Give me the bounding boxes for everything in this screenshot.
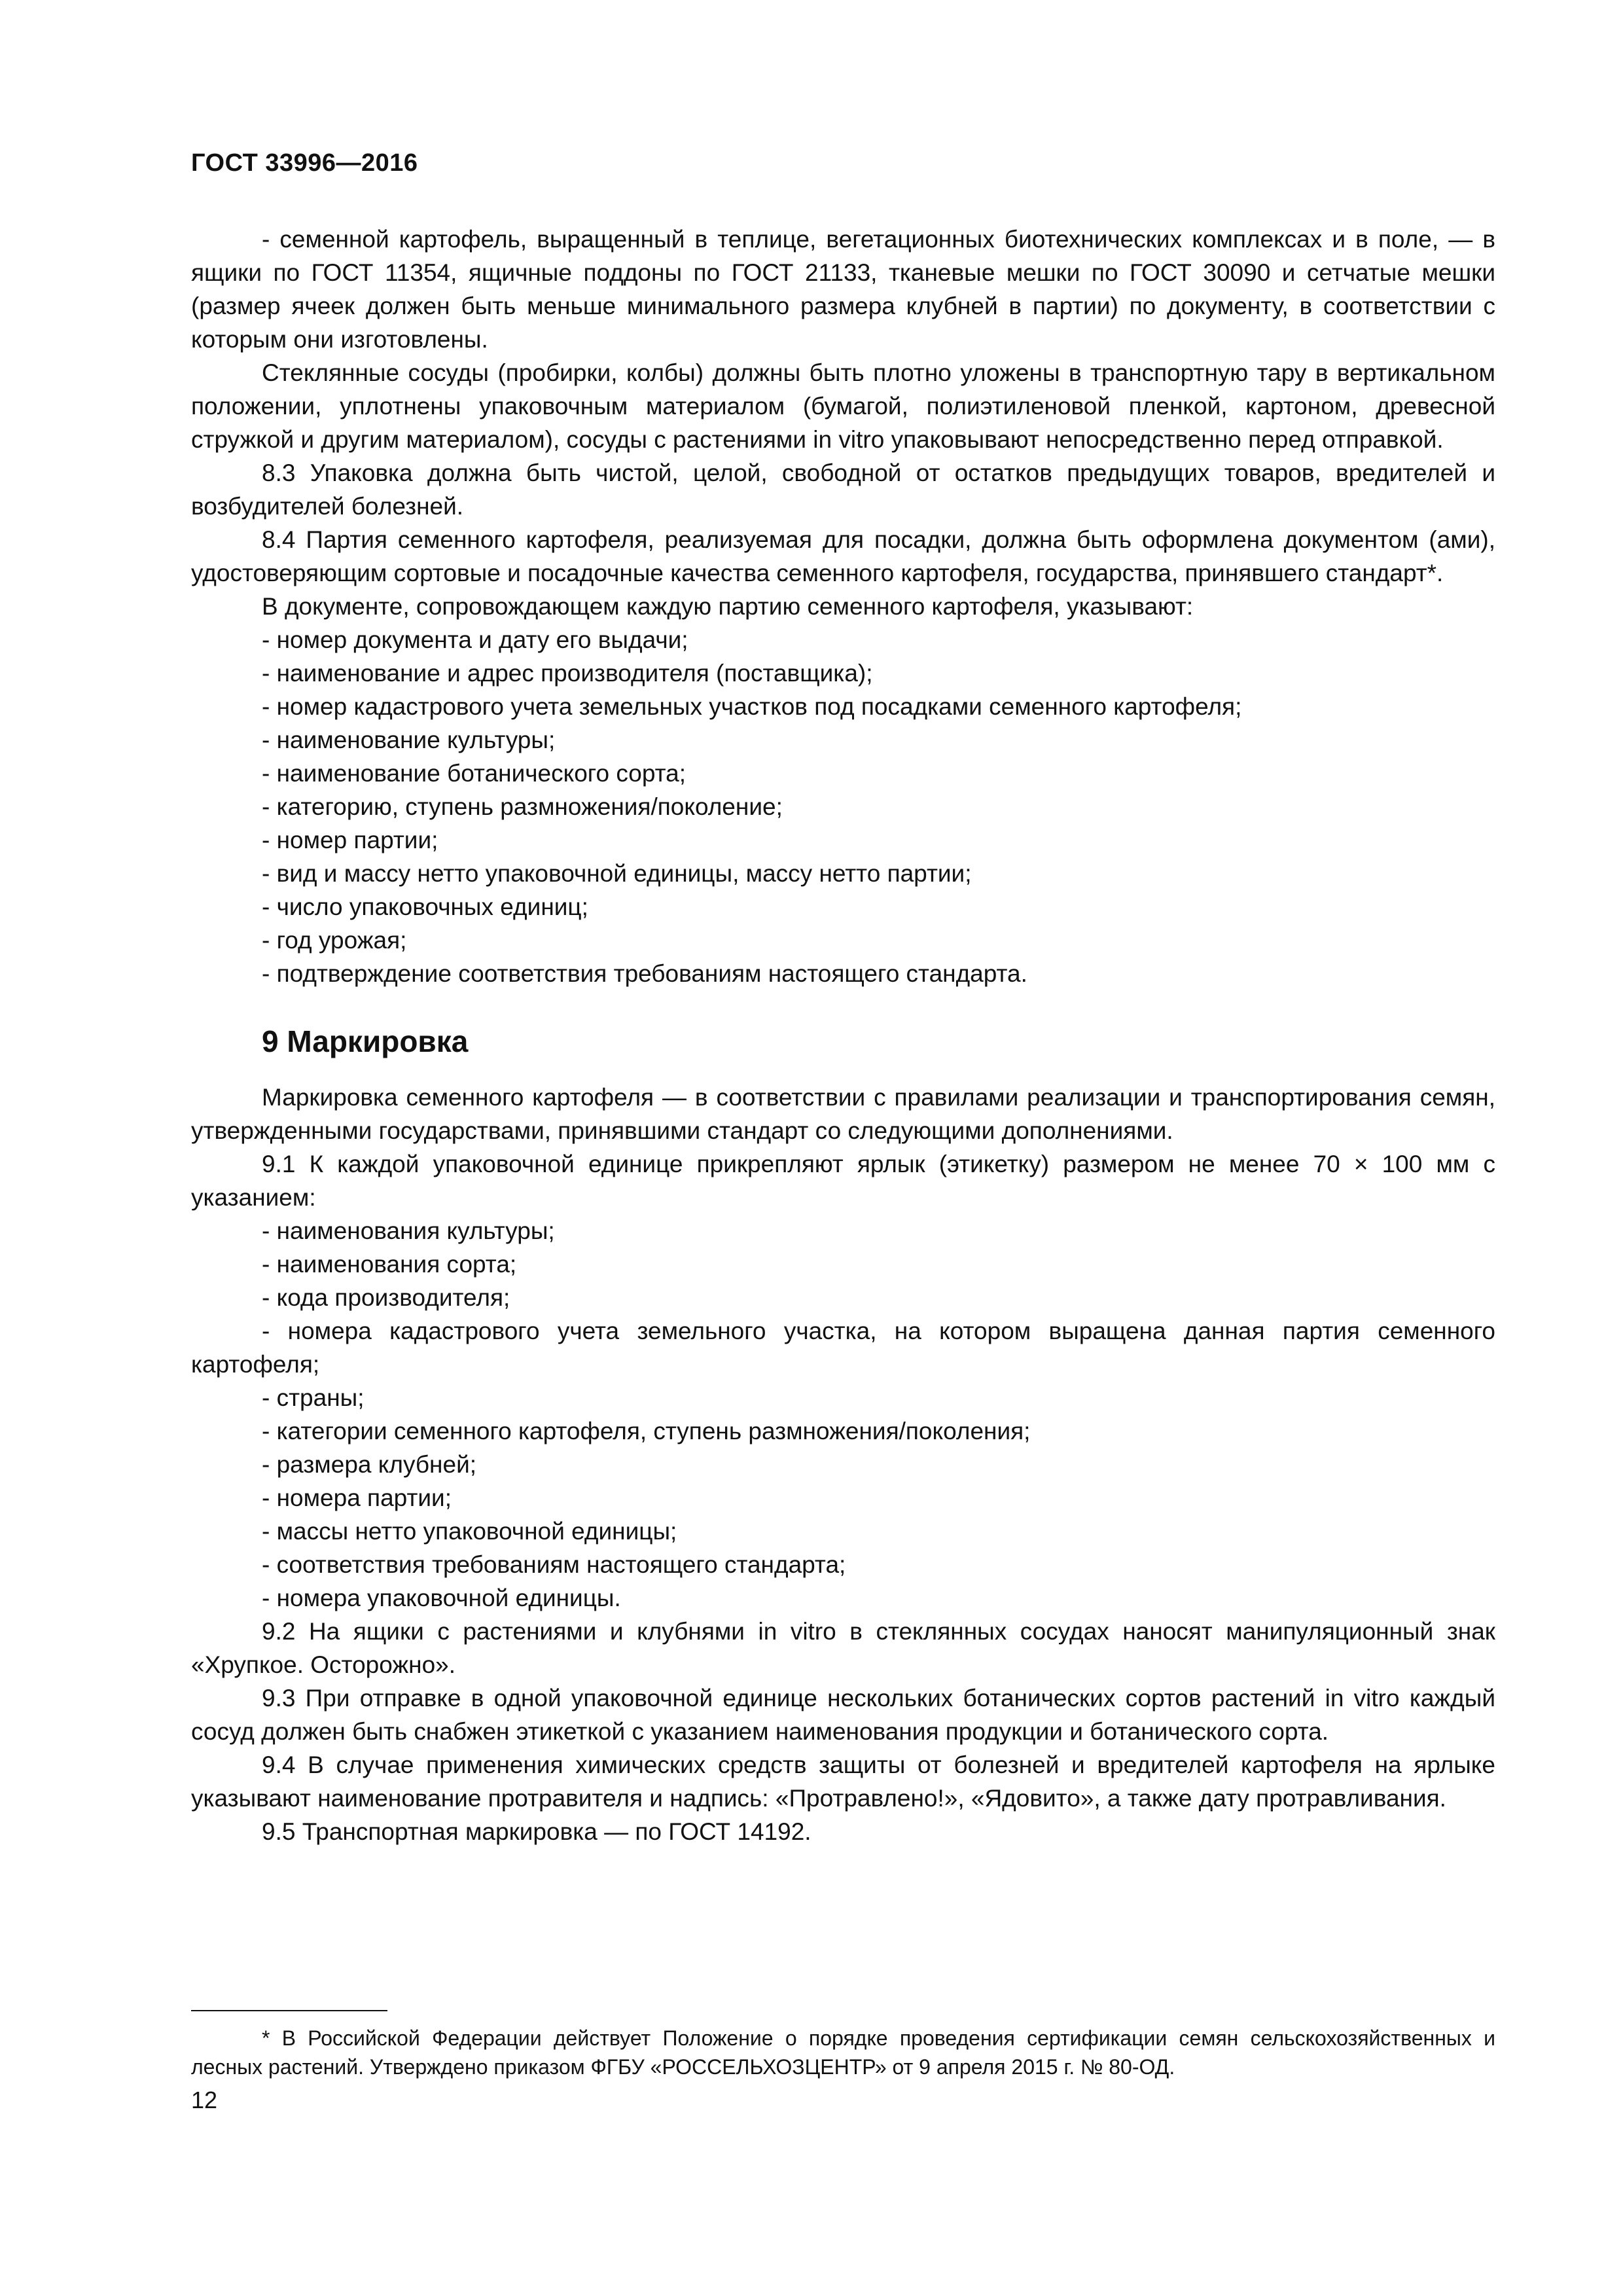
list-item: - год урожая; bbox=[262, 927, 407, 954]
list-item: - номер документа и дату его выдачи; bbox=[262, 626, 688, 653]
paragraph-8-3: 8.3 Упаковка должна быть чистой, целой, свободной от остатков предыдущих товаров, вредителей и возбудителей болезней. bbox=[191, 459, 1495, 520]
list-item: - число упаковочных единиц; bbox=[262, 893, 588, 920]
list-item: - подтверждение соответствия требованиям настоящего стандарта. bbox=[262, 960, 1027, 987]
paragraph-9-3: 9.3 При отправке в одной упаковочной единице нескольких ботанических сортов растений in vitro каждый сосуд должен быть снабжен этикеткой с указанием наименования продукции и ботанического сорта. bbox=[191, 1685, 1495, 1745]
list-item: - страны; bbox=[262, 1384, 365, 1411]
list-item: - соответствия требованиям настоящего стандарта; bbox=[262, 1551, 846, 1578]
paragraph-9-5: 9.5 Транспортная маркировка — по ГОСТ 14192. bbox=[262, 1818, 812, 1845]
list-item: - категорию, ступень размножения/поколение; bbox=[262, 793, 783, 820]
list-item: - наименование культуры; bbox=[262, 726, 556, 753]
list-item: - номера партии; bbox=[262, 1484, 452, 1511]
paragraph-9-2: 9.2 На ящики с растениями и клубнями in vitro в стеклянных сосудах наносят манипуляционный знак «Хрупкое. Осторожно». bbox=[191, 1618, 1495, 1678]
list-item: - номера упаковочной единицы. bbox=[262, 1585, 621, 1611]
list-item: - размера клубней; bbox=[262, 1451, 477, 1478]
list-item: - вид и массу нетто упаковочной единицы, массу нетто партии; bbox=[262, 860, 972, 887]
paragraph-8-4: 8.4 Партия семенного картофеля, реализуемая для посадки, должна быть оформлена документом (ами), удостоверяющим сортовые и посадочные качества семенного картофеля, государства, принявшего стандарт*. bbox=[191, 526, 1495, 586]
document-body bbox=[191, 223, 1495, 1848]
list-item: - массы нетто упаковочной единицы; bbox=[262, 1518, 677, 1545]
document-header: ГОСТ 33996—2016 bbox=[191, 149, 418, 177]
list-item: - кода производителя; bbox=[262, 1284, 510, 1311]
paragraph-9-4: 9.4 В случае применения химических средств защиты от болезней и вредителей картофеля на ярлыке указывают наименование протравителя и надпись: «Протравлено!», «Ядовито», а также дату протравливания. bbox=[191, 1751, 1495, 1812]
section-title-marking: 9 Маркировка bbox=[262, 1024, 469, 1058]
page-number: 12 bbox=[191, 2087, 218, 2113]
list-item: - наименования сорта; bbox=[262, 1251, 517, 1278]
paragraph-document-intro: В документе, сопровождающем каждую партию семенного картофеля, указывают: bbox=[262, 593, 1194, 620]
list-item: - категории семенного картофеля, ступень размножения/поколения; bbox=[262, 1418, 1031, 1444]
paragraph-seed-potato-packing: - семенной картофель, выращенный в теплице, вегетационных биотехнических комплексах и в поле, — в ящики по ГОСТ 11354, ящичные поддоны по ГОСТ 21133, тканевые мешки по ГОСТ 30090 и сетчатые мешки (размер ячеек должен быть меньше минимального размера клубней в партии) по документу, в соответствии с которым они изготовлены. bbox=[191, 226, 1495, 353]
list-item: - наименования культуры; bbox=[262, 1217, 555, 1244]
paragraph-9-1: 9.1 К каждой упаковочной единице прикрепляют ярлык (этикетку) размером не менее 70 × 100 мм с указанием: bbox=[191, 1151, 1495, 1211]
list-item: - номер партии; bbox=[262, 827, 438, 853]
footnote-divider bbox=[191, 2010, 387, 2011]
list-item: - номер кадастрового учета земельных участков под посадками семенного картофеля; bbox=[262, 693, 1242, 720]
paragraph-marking-intro: Маркировка семенного картофеля — в соответствии с правилами реализации и транспортирования семян, утвержденными государствами, принявшими стандарт со следующими дополнениями. bbox=[191, 1084, 1495, 1144]
footnote: * В Российской Федерации действует Положение о порядке проведения сертификации семян сельскохозяйственных и лесных растений. Утверждено приказом ФГБУ «РОССЕЛЬХОЗЦЕНТР» от 9 апреля 2015 г. № 80-ОД. bbox=[191, 2026, 1495, 2079]
paragraph-glass-vessels: Стеклянные сосуды (пробирки, колбы) должны быть плотно уложены в транспортную тару в вертикальном положении, уплотнены упаковочным материалом (бумагой, полиэтиленовой пленкой, картоном, древесной стружкой и другим материалом), сосуды с растениями in vitro упаковывают непосредственно перед отправкой. bbox=[191, 359, 1495, 453]
list-item: - наименование ботанического сорта; bbox=[262, 760, 686, 787]
list-item: - наименование и адрес производителя (поставщика); bbox=[262, 660, 873, 687]
list-item: - номера кадастрового учета земельного участка, на котором выращена данная партия семенного картофеля; bbox=[191, 1318, 1495, 1378]
